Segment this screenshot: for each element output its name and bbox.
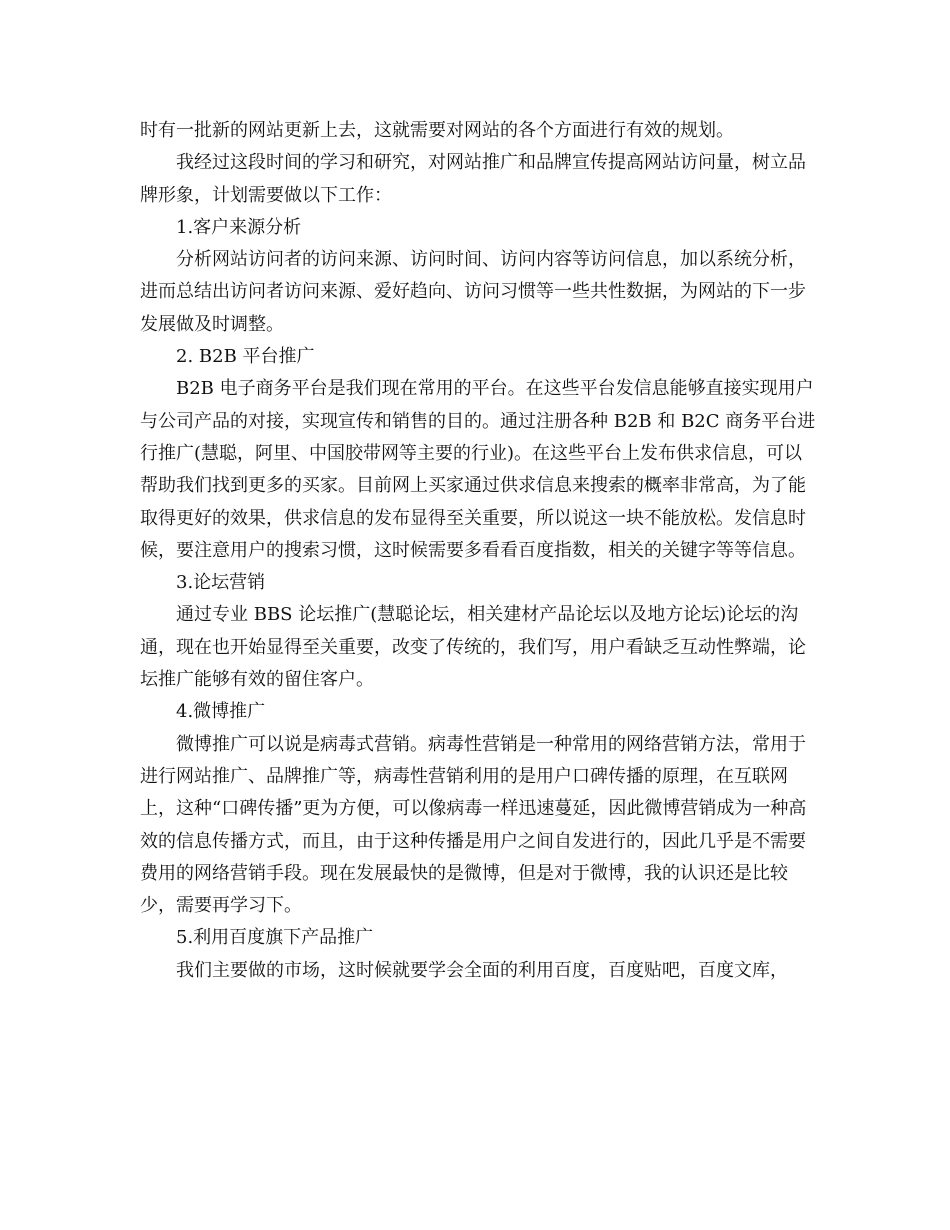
section-heading: 1.客户来源分析 [176, 216, 302, 238]
paragraph: 时有一批新的网站更新上去，这就需要对网站的各个方面进行有效的规划。 [140, 120, 734, 141]
paragraph: 通过专业 BBS 论坛推广(慧聪论坛，相关建材产品论坛以及地方论坛)论坛的沟通，现在也开始显得至关重要，改变了传统的，我们写，用户看缺乏互动性弊端，论坛推广能够有效的留住客户。 [140, 604, 806, 691]
paragraph: B2B 电子商务平台是我们现在常用的平台。在这些平台发信息能够直接实现用户与公司产品的对接，实现宣传和销售的目的。通过注册各种 B2B 和 B2C 商务平台进行推广(慧聪，阿里、中国胶带网等主要的行业)。在这些平台上发布供求信息，可以帮助我们找到更多的买家。目前网上买家通过供求信息来搜索的概率非常高，为了能取得更好的效果，供求信息的发布显得至关重要，所以说这一块不能放松。发信息时候，要注意用户的搜索习惯，这时候需要多看看百度指数，相关的关键字等等信息。 [140, 378, 816, 561]
section-heading: 5.利用百度旗下产品推广 [176, 927, 374, 949]
section-heading: 3.论坛营销 [176, 572, 266, 594]
paragraph: 我经过这段时间的学习和研究，对网站推广和品牌宣传提高网站访问量，树立品牌形象，计划需要做以下工作： [140, 152, 806, 206]
section-heading: 2. B2B 平台推广 [176, 346, 315, 368]
paragraph: 我们主要做的市场，这时候就要学会全面的利用百度，百度贴吧，百度文库， [176, 959, 788, 981]
document-body [140, 115, 820, 987]
paragraph: 微博推广可以说是病毒式营销。病毒性营销是一种常用的网络营销方法，常用于进行网站推广、品牌推广等，病毒性营销利用的是用户口碑传播的原理，在互联网上，这种“口碑传播”更为方便，可以像病毒一样迅速蔓延，因此微博营销成为一种高效的信息传播方式，而且，由于这种传播是用户之间自发进行的，因此几乎是不需要费用的网络营销手段。现在发展最快的是微博，但是对于微博，我的认识还是比较少，需要再学习下。 [140, 733, 807, 917]
paragraph: 分析网站访问者的访问来源、访问时间、访问内容等访问信息，加以系统分析，进而总结出访问者访问来源、爱好趋向、访问习惯等一些共性数据，为网站的下一步发展做及时调整。 [140, 249, 806, 335]
section-heading: 4.微博推广 [176, 701, 266, 723]
